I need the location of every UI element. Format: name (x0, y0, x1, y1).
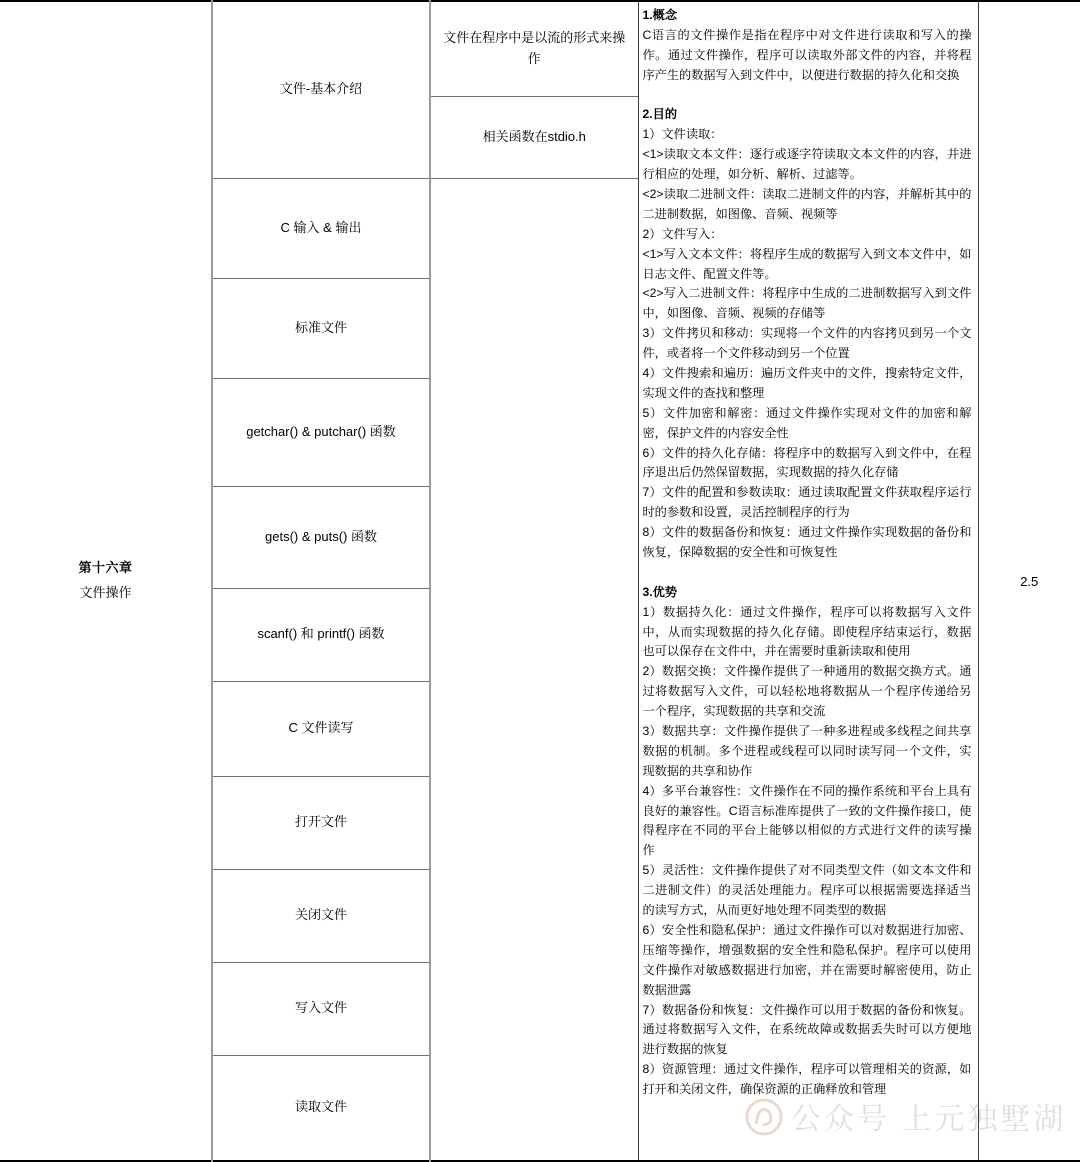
topics-table (213, 2, 429, 1160)
body-heading: 3.优势 (642, 584, 678, 599)
body-paragraph: <1>读取文本文件：逐行或逐字符读取文本文件的内容，并进行相应的处理，如分析、解析、过滤等。 (642, 147, 972, 182)
body-heading: 1.概念 (642, 8, 678, 22)
topic-row[interactable]: 文件-基本介绍 (213, 2, 429, 178)
topic-row[interactable]: 读取文件 (294, 1099, 347, 1115)
body-paragraph: 2）文件写入： (642, 226, 723, 241)
topic-row[interactable]: 标准文件 (213, 278, 429, 378)
body-paragraph: 3）数据共享：文件操作提供了一种多进程或多线程之间共享数据的机制。多个进程或线程可以同时读写同一个文件，实现数据的共享和协作 (642, 724, 972, 778)
body-paragraph: 7）文件的配置和参数读取：通过读取配置文件获取程序运行时的参数和设置，灵活控制程序的行为 (642, 485, 972, 520)
topics-column (212, 1, 430, 1161)
note-row[interactable]: 文件在程序中是以流的形式来操作 (431, 2, 638, 96)
body-paragraph: 8）资源管理：通过文件操作，程序可以管理相关的资源，如打开和关闭文件，确保资源的正确释放和管理 (642, 1062, 972, 1097)
topic-row[interactable]: C 输入 & 输出 (213, 178, 429, 278)
chapter-number: 第十六章 (78, 560, 133, 576)
body-heading: 2.目的 (642, 107, 678, 122)
note-row[interactable]: 相关函数在stdio.h (431, 96, 638, 178)
hours-cell (978, 1, 1080, 1161)
body-paragraph: 4）多平台兼容性：文件操作在不同的操作系统和平台上具有良好的兼容性。C语言标准库提供了一致的文件操作接口，使得程序在不同的平台上能够以相似的方式进行文件的读写操作 (642, 783, 972, 858)
watermark-text: 公众号 上元独墅湖 (791, 1103, 1067, 1136)
chapter-label (0, 556, 211, 605)
body-paragraph: 5）灵活性：文件操作提供了对不同类型文件（如文本文件和二进制文件）的灵活处理能力。程序可以根据需要选择适当的读写方式，从而更好地处理不同类型的数据 (642, 863, 972, 918)
body-paragraph: 7）数据备份和恢复：文件操作可以用于数据的备份和恢复。通过将数据写入文件，在系统故障或数据丢失时可以方便地进行数据的恢复 (642, 1002, 972, 1057)
body-paragraph: 2）数据交换：文件操作提供了一种通用的数据交换方式。通过将数据写入文件，可以轻松地将数据从一个程序传递给另一个程序，实现数据的共享和交流 (642, 664, 972, 719)
body-paragraph: 6）文件的持久化存储：将程序中的数据写入到文件中，在程序退出后仍然保留数据，实现数据的持久化存储 (642, 445, 972, 480)
chapter-cell (0, 1, 212, 1161)
body-paragraph: 5）文件加密和解密：通过文件操作实现对文件的加密和解密，保护文件的内容安全性 (642, 405, 972, 440)
topic-row[interactable]: scanf() 和 printf() 函数 (213, 588, 429, 681)
topic-row[interactable]: C 文件读写 (213, 681, 429, 776)
body-text-flow (643, 6, 972, 1100)
topic-row[interactable]: getchar() & putchar() 函数 (213, 378, 429, 486)
topic-row[interactable]: 打开文件 (213, 776, 429, 869)
note-row-empty[interactable] (431, 178, 638, 1160)
body-paragraph: 6）安全性和隐私保护：通过文件操作可以对数据进行加密、压缩等操作，增强数据的安全性和隐私保护。程序可以使用文件操作对敏感数据进行加密，并在需要时解密使用，防止数据泄露 (642, 922, 972, 997)
body-spacer (643, 86, 972, 106)
body-spacer (643, 563, 972, 583)
topic-row[interactable]: 写入文件 (213, 962, 429, 1055)
topic-row[interactable]: gets() & puts() 函数 (213, 486, 429, 588)
notes-column (430, 1, 638, 1161)
body-paragraph: 1）文件读取： (642, 127, 723, 142)
notes-table (431, 2, 638, 1160)
body-paragraph: 8）文件的数据备份和恢复：通过文件操作实现数据的备份和恢复，保障数据的安全性和可恢复性 (642, 525, 972, 560)
body-paragraph: 4）文件搜索和遍历：遍历文件夹中的文件，搜索特定文件，实现文件的查找和整理 (642, 366, 972, 400)
body-paragraph: <2>读取二进制文件：读取二进制文件的内容，并解析其中的二进制数据，如图像、音频、视频等 (642, 187, 972, 221)
body-paragraph: C语言的文件操作是指在程序中对文件进行读取和写入的操作。通过文件操作，程序可以读取外部文件的内容，并将程序产生的数据写入到文件中，以便进行数据的持久化和交换 (642, 27, 972, 82)
body-paragraph: 3）文件拷贝和移动：实现将一个文件的内容拷贝到另一个文件，或者将一个文件移动到另一个位置 (642, 326, 972, 361)
body-paragraph: 1）数据持久化：通过文件操作，程序可以将数据写入文件中，从而实现数据的持久化存储。即使程序结束运行，数据也可以保存在文件中，并在需要时重新读取和使用 (642, 604, 972, 659)
hours-value: 2.5 (1020, 573, 1039, 589)
body-paragraph: <2>写入二进制文件：将程序中生成的二进制数据写入到文件中，如图像、音频、视频的存储等 (642, 286, 972, 321)
chapter-name: 文件操作 (79, 585, 132, 600)
body-text-cell (638, 1, 978, 1161)
topic-row[interactable]: 关闭文件 (213, 869, 429, 962)
body-paragraph: <1>写入文本文件：将程序生成的数据写入到文本文件中，如日志文件、配置文件等。 (642, 246, 972, 281)
